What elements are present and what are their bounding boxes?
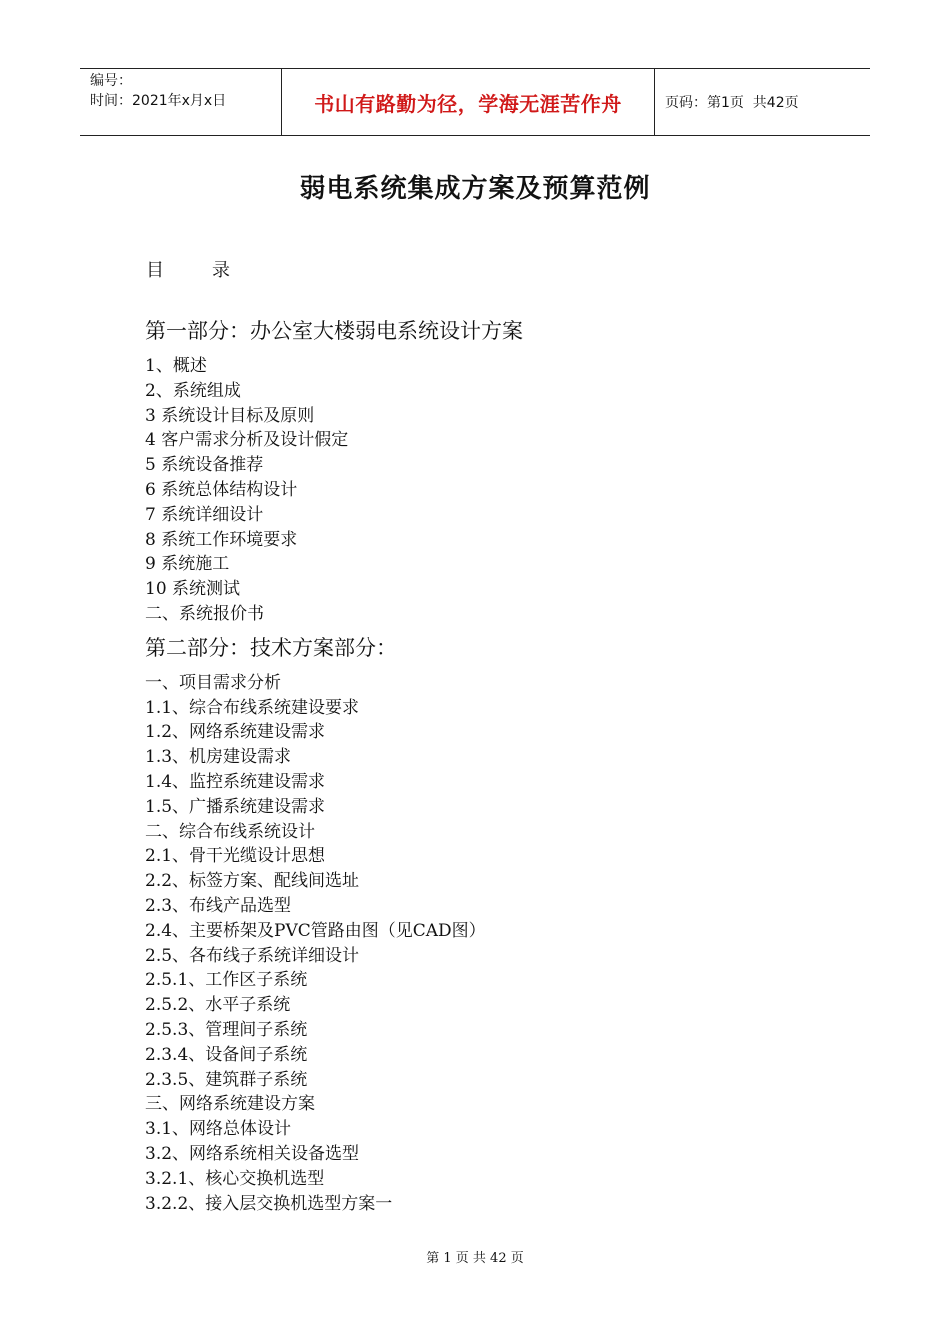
- toc-item: 8 系统工作环境要求: [145, 529, 298, 550]
- toc-item: 4 客户需求分析及设计假定: [145, 430, 349, 451]
- header-code-label: 编号：: [90, 73, 132, 89]
- toc-item: 二、系统报价书: [145, 603, 264, 624]
- toc-item: 2.3、布线产品选型: [145, 895, 292, 916]
- part1-toc-list: [145, 354, 845, 627]
- toc-item: 2.5.2、水平子系统: [145, 995, 291, 1016]
- toc-item: 1.1、综合布线系统建设要求: [145, 697, 360, 718]
- header-page-info: 页码：第1页 共42页: [665, 95, 799, 111]
- toc-item: 1、概述: [145, 356, 207, 376]
- toc-item: 6 系统总体结构设计: [145, 479, 298, 500]
- page-header: [80, 68, 870, 136]
- header-date-label: 时间：2021年x月x日: [90, 93, 227, 109]
- toc-item: 3.1、网络总体设计: [145, 1119, 292, 1140]
- toc-item: 三、网络系统建设方案: [145, 1094, 315, 1115]
- toc-content: [145, 316, 845, 1216]
- part2-title: 第二部分：技术方案部分：: [145, 635, 397, 660]
- document-title: 弱电系统集成方案及预算范例: [299, 174, 651, 204]
- toc-item: 3.2.2、接入层交换机选型方案一: [145, 1193, 393, 1214]
- toc-item: 2.3.5、建筑群子系统: [145, 1069, 308, 1090]
- toc-heading-second-char: 录: [212, 260, 230, 281]
- header-motto-cell: [282, 69, 655, 135]
- toc-heading: [146, 256, 230, 282]
- toc-item: 2、系统组成: [145, 380, 241, 401]
- toc-heading-first-char: 目: [146, 260, 164, 281]
- toc-item: 9 系统施工: [145, 554, 230, 575]
- toc-item: 2.4、主要桥架及PVC管路由图（见CAD图）: [145, 920, 486, 941]
- toc-item: 2.1、骨干光缆设计思想: [145, 846, 326, 867]
- toc-item: 3 系统设计目标及原则: [145, 405, 315, 426]
- part1-title: 第一部分：办公室大楼弱电系统设计方案: [145, 319, 523, 343]
- toc-item: 7 系统详细设计: [145, 504, 264, 525]
- toc-item: 2.3.4、设备间子系统: [145, 1044, 308, 1065]
- toc-item: 二、综合布线系统设计: [145, 821, 315, 842]
- toc-item: 3.2、网络系统相关设备选型: [145, 1143, 360, 1164]
- toc-item: 1.2、网络系统建设需求: [145, 722, 326, 743]
- toc-item: 1.3、机房建设需求: [145, 747, 292, 768]
- toc-item: 2.5、各布线子系统详细设计: [145, 945, 360, 966]
- header-meta-cell: [80, 69, 282, 135]
- toc-item: 5 系统设备推荐: [145, 455, 264, 476]
- toc-item: 3.2.1、核心交换机选型: [145, 1168, 325, 1189]
- toc-item: 2.2、标签方案、配线间选址: [145, 871, 360, 892]
- toc-item: 2.5.1、工作区子系统: [145, 970, 308, 991]
- header-page-cell: [655, 69, 870, 135]
- toc-item: 10 系统测试: [145, 579, 241, 600]
- header-motto: 书山有路勤为径，学海无涯苦作舟: [314, 91, 622, 116]
- toc-item: 1.4、监控系统建设需求: [145, 771, 326, 792]
- toc-item: 2.5.3、管理间子系统: [145, 1019, 308, 1040]
- toc-item: 一、项目需求分析: [145, 672, 281, 693]
- part2-toc-list: [145, 671, 845, 1217]
- toc-item: 1.5、广播系统建设需求: [145, 796, 326, 817]
- page-footer: 第 1 页 共 42 页: [426, 1251, 524, 1266]
